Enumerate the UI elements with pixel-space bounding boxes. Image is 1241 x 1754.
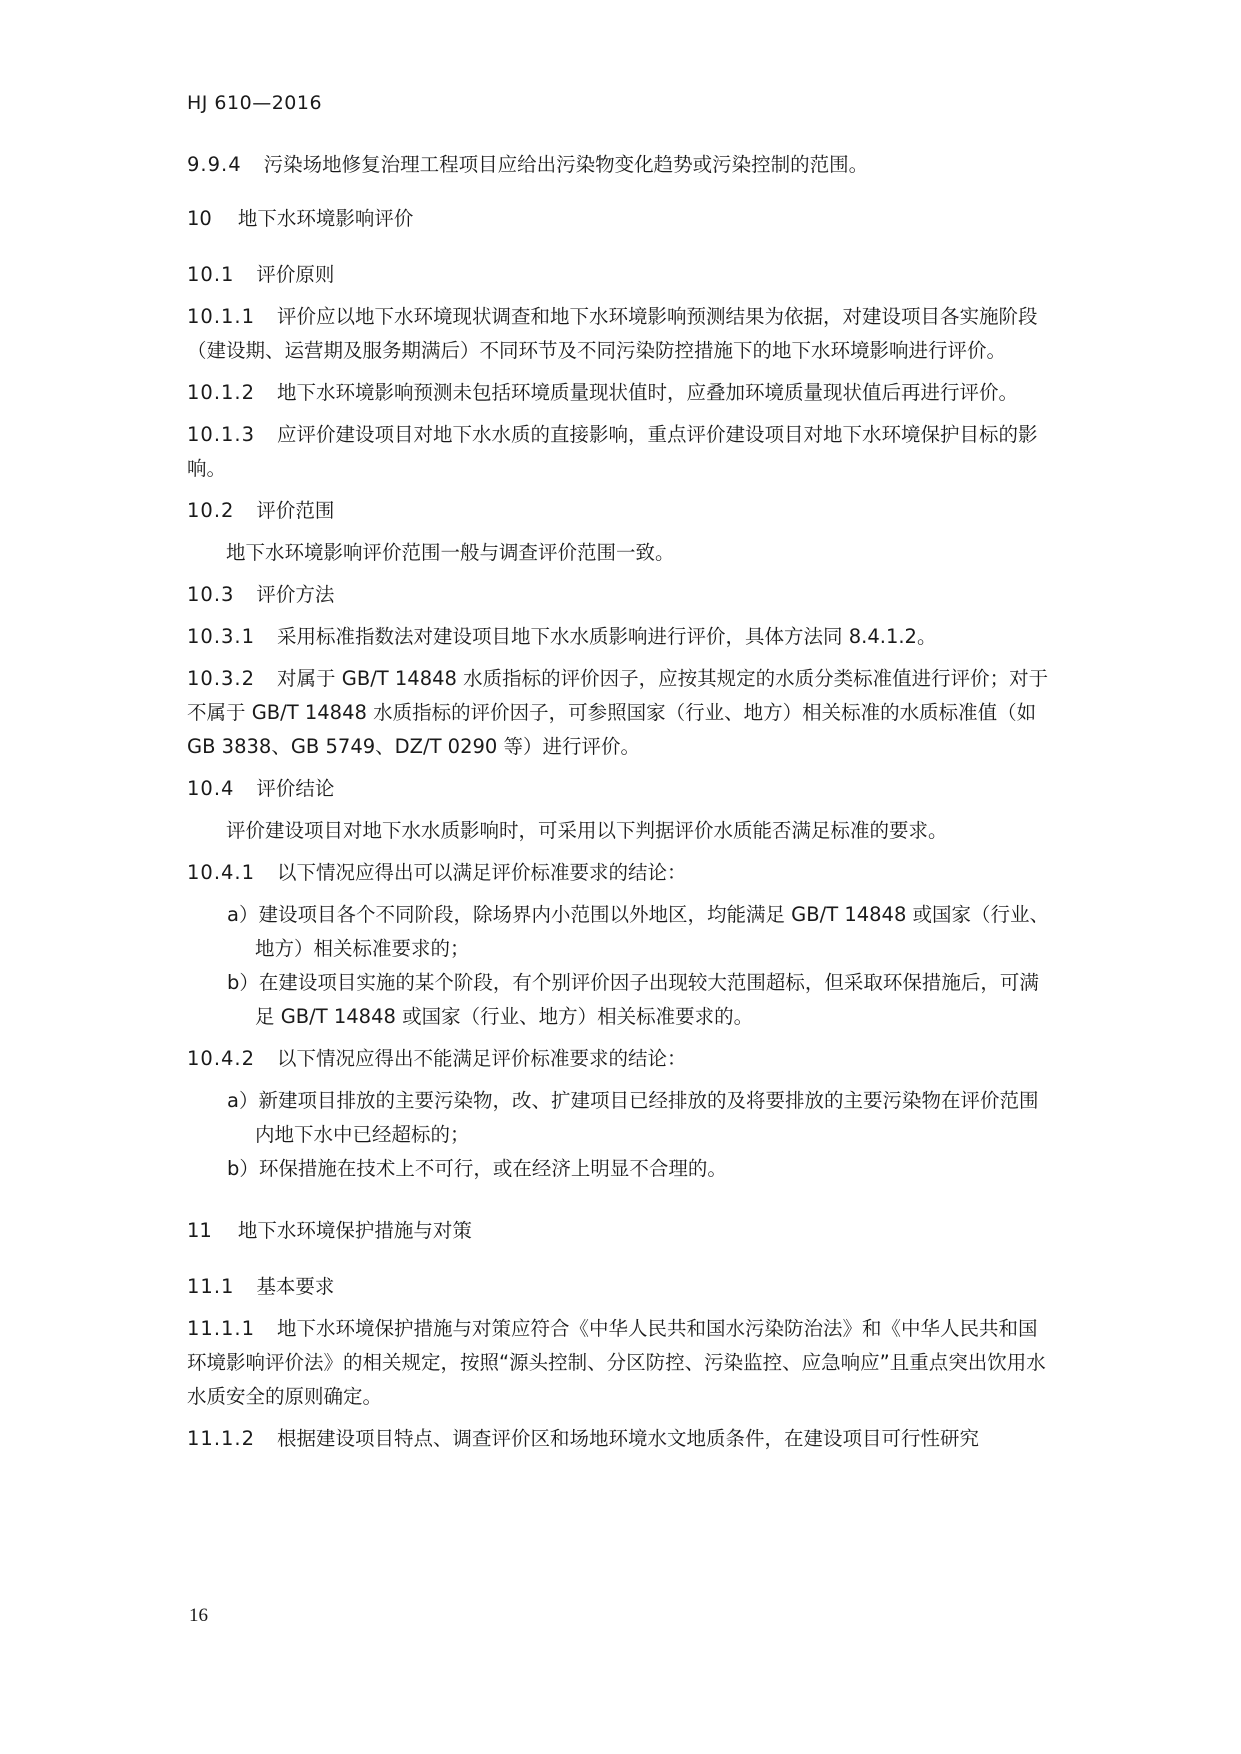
clause-11-1-1 xyxy=(187,1312,1057,1414)
clause-10-4-2 xyxy=(187,1042,1057,1076)
clause-11-1-2 xyxy=(187,1422,1057,1456)
clause-number: 11.1.2 xyxy=(187,1427,256,1450)
clause-10-1-1 xyxy=(187,300,1057,368)
clause-number: 10.3.2 xyxy=(187,667,256,690)
clause-10-1-2 xyxy=(187,376,1057,410)
clause-text: 采用标准指数法对建设项目地下水水质影响进行评价，具体方法同 8.4.1.2。 xyxy=(277,625,937,648)
subsection-heading-10-4 xyxy=(187,772,1057,806)
clause-text: 应评价建设项目对地下水水质的直接影响，重点评价建设项目对地下水环境保护目标的影响。 xyxy=(187,423,1038,480)
list-10-4-2 xyxy=(187,1084,1057,1186)
clause-10-3-2 xyxy=(187,662,1057,764)
clause-text: 评价应以地下水环境现状调查和地下水环境影响预测结果为依据，对建设项目各实施阶段（建设期、运营期及服务期满后）不同环节及不同污染防控措施下的地下水环境影响进行评价。 xyxy=(187,305,1038,362)
clause-number: 10.1.3 xyxy=(187,423,256,446)
clause-text: 以下情况应得出不能满足评价标准要求的结论： xyxy=(277,1047,687,1070)
subsection-title: 评价原则 xyxy=(256,263,335,286)
section-title: 地下水环境影响评价 xyxy=(237,207,414,230)
subsection-number: 10.2 xyxy=(187,499,235,522)
subsection-heading-10-2 xyxy=(187,494,1057,528)
subsection-heading-10-3 xyxy=(187,578,1057,612)
clause-number: 10.4.1 xyxy=(187,861,256,884)
clause-10-3-1 xyxy=(187,620,1057,654)
paragraph-10-4: 评价建设项目对地下水水质影响时，可采用以下判据评价水质能否满足标准的要求。 xyxy=(226,819,948,842)
clause-text: 对属于 GB/T 14848 水质指标的评价因子，应按其规定的水质分类标准值进行评价；对于不属于 GB/T 14848 水质指标的评价因子，可参照国家（行业、地方）相关标准的水质标准值（如 GB 3838、GB 5749、DZ/T 0290 等）进行评价。 xyxy=(187,667,1049,758)
subsection-number: 10.4 xyxy=(187,777,235,800)
subsection-title: 基本要求 xyxy=(256,1275,335,1298)
clause-10-1-3 xyxy=(187,418,1057,486)
clause-text: 污染场地修复治理工程项目应给出污染物变化趋势或污染控制的范围。 xyxy=(263,153,869,176)
list-item-a: a）建设项目各个不同阶段，除场界内小范围以外地区，均能满足 GB/T 14848 或国家（行业、地方）相关标准要求的； xyxy=(227,903,1050,960)
section-number: 10 xyxy=(187,207,212,230)
standard-code-header: HJ 610—2016 xyxy=(187,92,323,114)
paragraph-10-2: 地下水环境影响评价范围一般与调查评价范围一致。 xyxy=(226,541,675,564)
section-number: 11 xyxy=(187,1219,212,1242)
section-title: 地下水环境保护措施与对策 xyxy=(237,1219,472,1242)
subsection-number: 10.3 xyxy=(187,583,235,606)
document-body xyxy=(187,148,1057,1464)
clause-number: 10.1.1 xyxy=(187,305,256,328)
subsection-title: 评价方法 xyxy=(256,583,335,606)
clause-10-4-1 xyxy=(187,856,1057,890)
list-item-b: b）环保措施在技术上不可行，或在经济上明显不合理的。 xyxy=(227,1157,727,1180)
section-heading-11 xyxy=(187,1214,1057,1248)
subsection-title: 评价结论 xyxy=(256,777,335,800)
clause-text: 地下水环境影响预测未包括环境质量现状值时，应叠加环境质量现状值后再进行评价。 xyxy=(277,381,1019,404)
subsection-number: 10.1 xyxy=(187,263,235,286)
subsection-heading-11-1 xyxy=(187,1270,1057,1304)
list-10-4-1 xyxy=(187,898,1057,1034)
clause-number: 11.1.1 xyxy=(187,1317,256,1340)
clause-number: 10.3.1 xyxy=(187,625,256,648)
list-item-a: a）新建项目排放的主要污染物，改、扩建项目已经排放的及将要排放的主要污染物在评价范围内地下水中已经超标的； xyxy=(227,1089,1039,1146)
subsection-heading-10-1 xyxy=(187,258,1057,292)
subsection-number: 11.1 xyxy=(187,1275,235,1298)
clause-text: 地下水环境保护措施与对策应符合《中华人民共和国水污染防治法》和《中华人民共和国环境影响评价法》的相关规定，按照“源头控制、分区防控、污染监控、应急响应”且重点突出饮用水水质安全的原则确定。 xyxy=(187,1317,1046,1408)
list-item-b: b）在建设项目实施的某个阶段，有个别评价因子出现较大范围超标，但采取环保措施后，可满足 GB/T 14848 或国家（行业、地方）相关标准要求的。 xyxy=(227,971,1039,1028)
clause-number: 10.4.2 xyxy=(187,1047,256,1070)
clause-text: 根据建设项目特点、调查评价区和场地环境水文地质条件，在建设项目可行性研究 xyxy=(277,1427,980,1450)
subsection-title: 评价范围 xyxy=(256,499,335,522)
clause-number: 10.1.2 xyxy=(187,381,256,404)
section-heading-10 xyxy=(187,202,1057,236)
clause-text: 以下情况应得出可以满足评价标准要求的结论： xyxy=(277,861,687,884)
page-number: 16 xyxy=(189,1605,208,1626)
clause-9-9-4 xyxy=(187,148,1057,182)
clause-number: 9.9.4 xyxy=(187,153,242,176)
